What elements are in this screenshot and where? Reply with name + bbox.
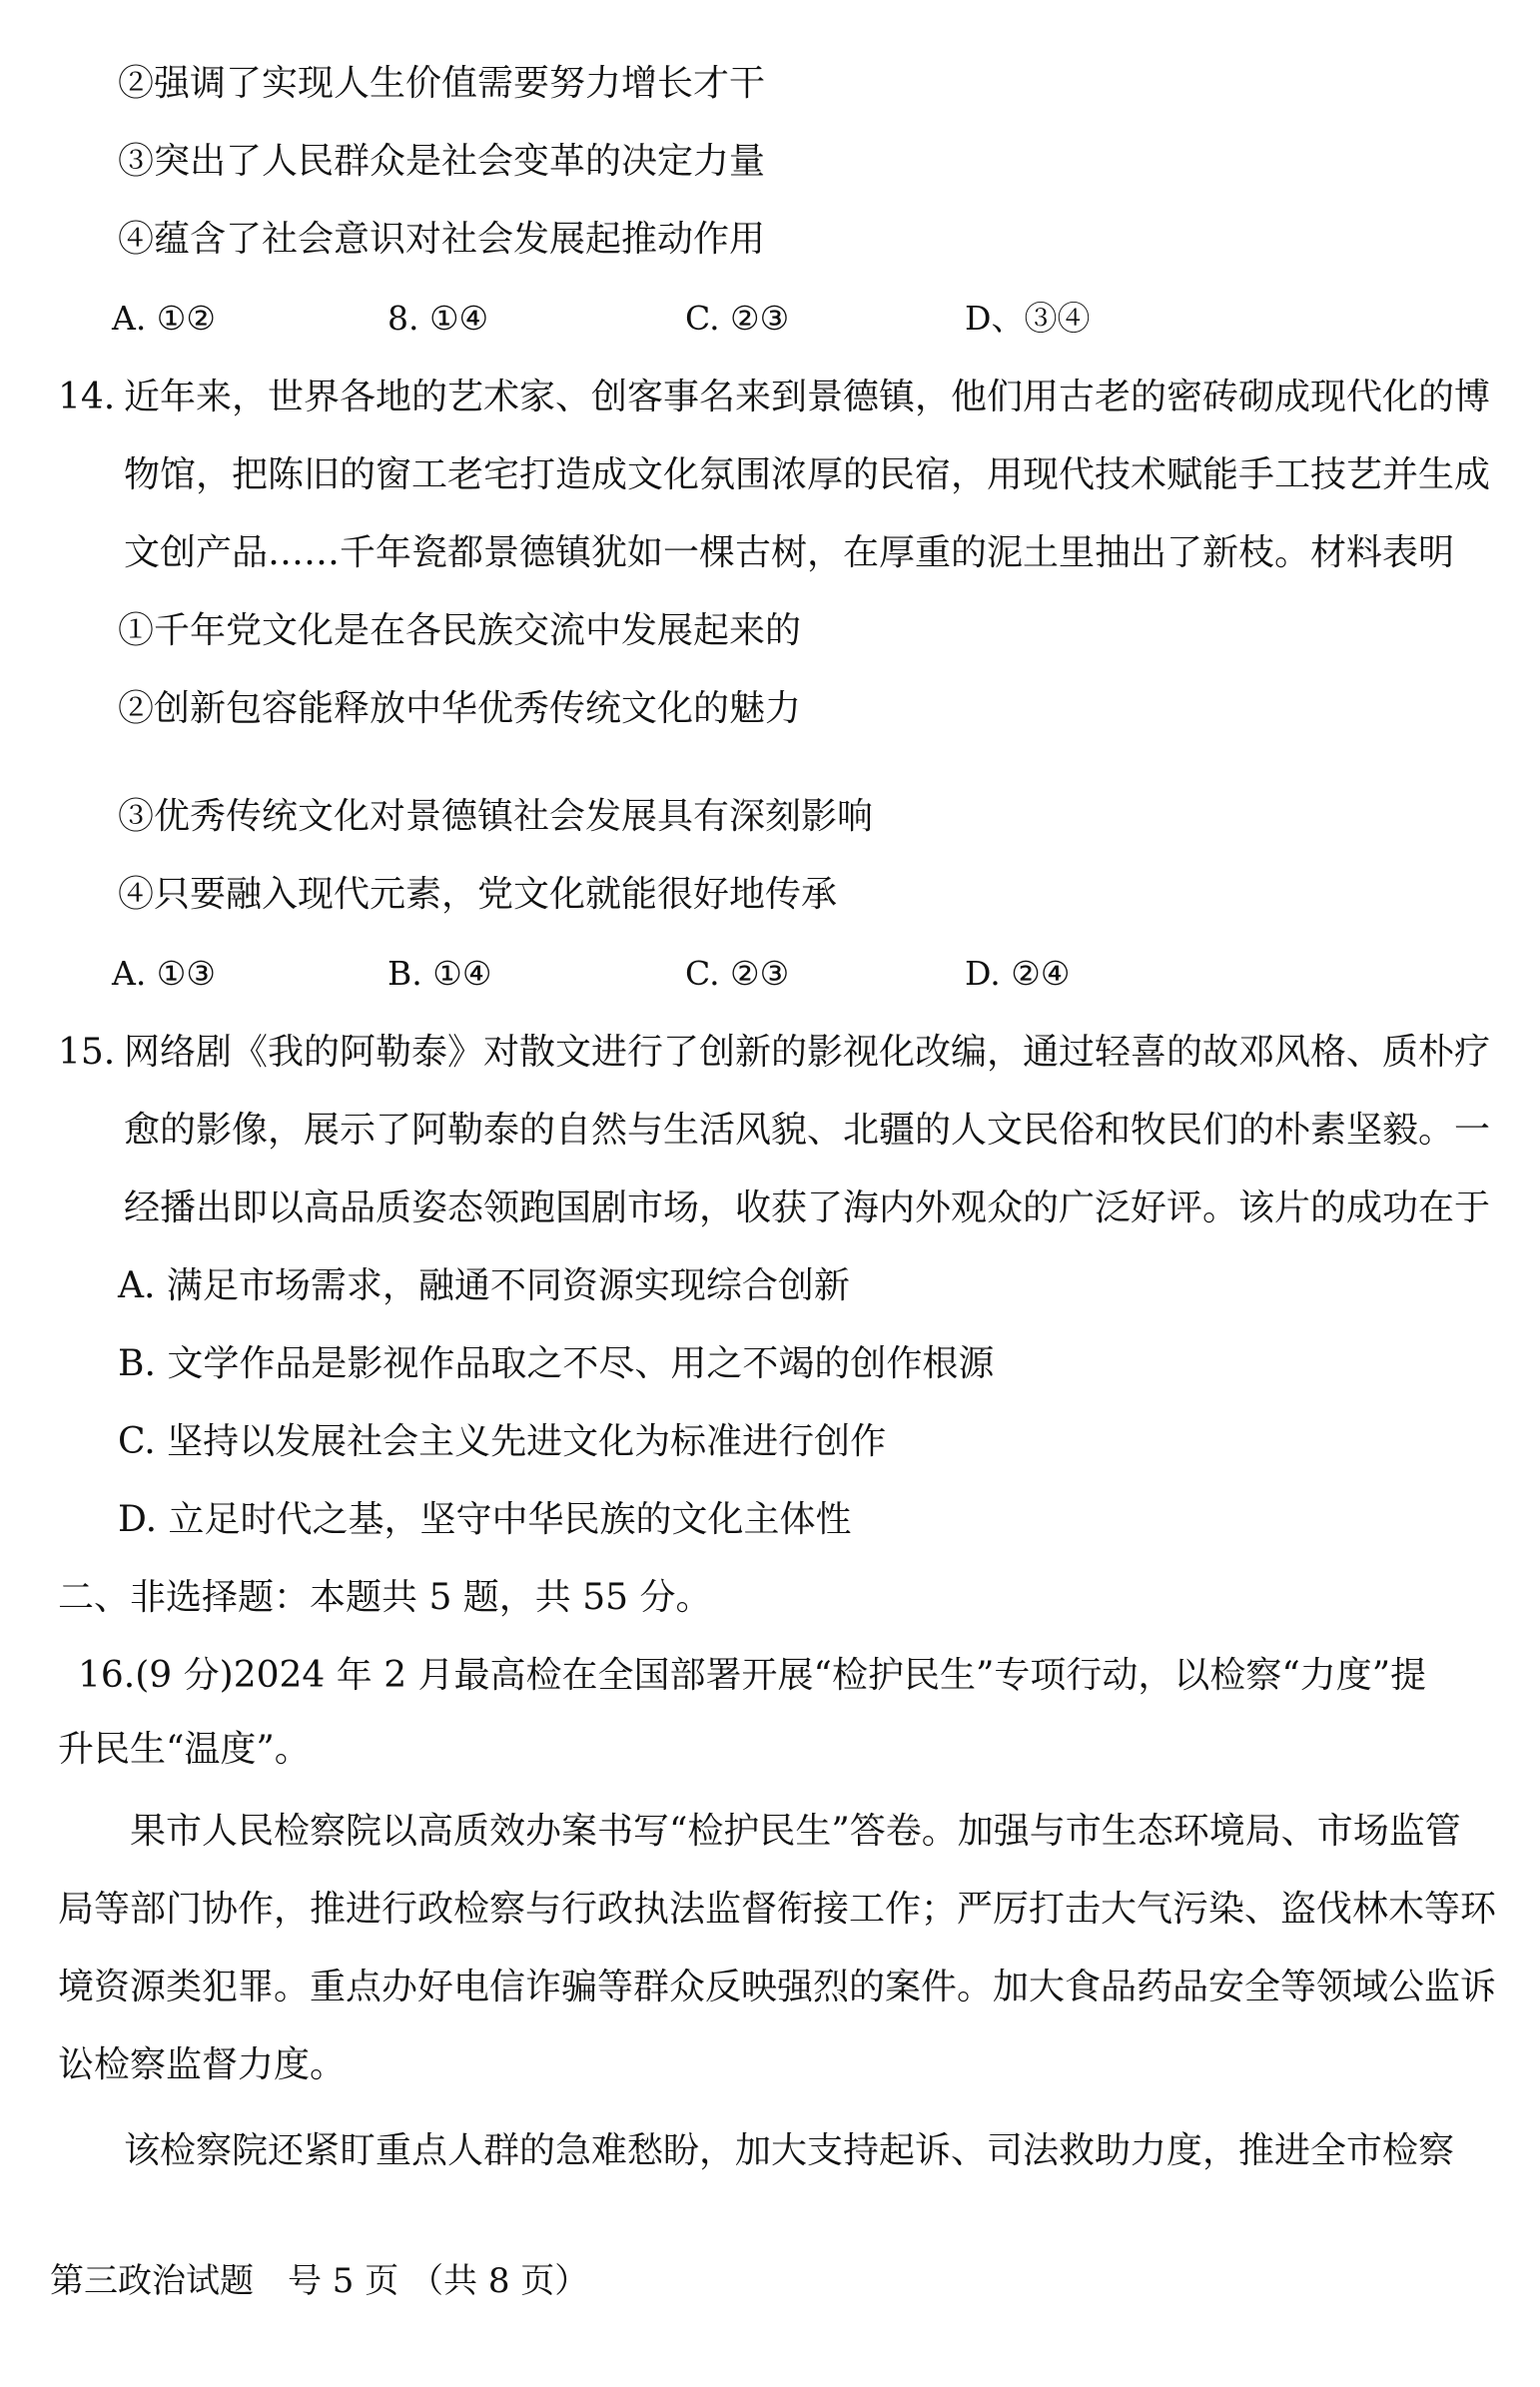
q13-option-d: D、③④ xyxy=(965,299,1091,338)
q13-option-c: C. ②③ xyxy=(685,299,790,338)
q14-stem-line-3: 文创产品……千年瓷都景德镇犹如一棵古树，在厚重的泥土里抽出了新枝。材料表明 xyxy=(124,532,1455,573)
q13-item-3: ③突出了人民群众是社会变革的决定力量 xyxy=(118,141,766,182)
q14-option-b: B. ①④ xyxy=(387,954,492,993)
q16-para1-line-4: 讼检察监督力度。 xyxy=(58,2044,347,2085)
q13-item-2: ②强调了实现人生价值需要努力增长才干 xyxy=(118,63,766,104)
q15-option-b: B. 文学作品是影视作品取之不尽、用之不竭的创作根源 xyxy=(118,1343,995,1384)
q16-para1-line-3: 境资源类犯罪。重点办好电信诈骗等群众反映强烈的案件。加大食品药品安全等领域公监诉 xyxy=(58,1967,1497,2007)
q14-stem-line-2: 物馆，把陈旧的窗工老宅打造成文化氛围浓厚的民宿，用现代技术赋能手工技艺并生成 xyxy=(124,454,1491,495)
q16-para2-line-1: 该检察院还紧盯重点人群的急难愁盼，加大支持起诉、司法救助力度，推进全市检察 xyxy=(124,2130,1455,2171)
q15-number: 15. xyxy=(58,1032,116,1073)
q14-option-c: C. ②③ xyxy=(685,954,790,993)
page-footer: 第三政治试题 号 5 页 （共 8 页） xyxy=(50,2261,589,2301)
q16-stem-line-1: 16.(9 分)2024 年 2 月最高检在全国部署开展“检护民生”专项行动，以检察“力度”提 xyxy=(78,1655,1427,1696)
q16-para1-line-2: 局等部门协作，推进行政检察与行政执法监督衔接工作；严厉打击大气污染、盗伐林木等环 xyxy=(58,1889,1497,1930)
q15-option-a: A. 满足市场需求，融通不同资源实现综合创新 xyxy=(118,1265,850,1306)
q14-option-a: A. ①③ xyxy=(112,954,216,993)
section2-heading: 二、非选择题：本题共 5 题，共 55 分。 xyxy=(58,1577,712,1618)
q15-stem-line-1: 网络剧《我的阿勒泰》对散文进行了创新的影视化改编，通过轻喜的故邓风格、质朴疗 xyxy=(124,1032,1491,1073)
q14-item-1: ①千年党文化是在各民族交流中发展起来的 xyxy=(118,610,802,651)
q14-item-3: ③优秀传统文化对景德镇社会发展具有深刻影响 xyxy=(118,796,874,837)
q14-stem-line-1: 近年来，世界各地的艺术家、创客事名来到景德镇，他们用古老的密砖砌成现代化的博 xyxy=(124,377,1491,417)
q13-item-4: ④蕴含了社会意识对社会发展起推动作用 xyxy=(118,219,766,260)
q13-option-b: 8. ①④ xyxy=(387,299,489,338)
q14-item-2: ②创新包容能释放中华优秀传统文化的魅力 xyxy=(118,688,802,729)
q13-option-a: A. ①② xyxy=(112,299,216,338)
q15-option-d: D. 立足时代之基，坚守中华民族的文化主体性 xyxy=(118,1499,852,1540)
q14-number: 14. xyxy=(58,377,116,417)
q15-option-c: C. 坚持以发展社会主义先进文化为标准进行创作 xyxy=(118,1421,887,1462)
q16-para1-line-1: 果市人民检察院以高质效办案书写“检护民生”答卷。加强与市生态环境局、市场监管 xyxy=(130,1811,1461,1852)
q15-stem-line-2: 愈的影像，展示了阿勒泰的自然与生活风貌、北疆的人文民俗和牧民们的朴素坚毅。一 xyxy=(124,1110,1491,1151)
q16-stem-line-2: 升民生“温度”。 xyxy=(58,1729,311,1770)
q14-item-4: ④只要融入现代元素，党文化就能很好地传承 xyxy=(118,874,838,915)
q14-option-d: D. ②④ xyxy=(965,954,1071,993)
q15-stem-line-3: 经播出即以高品质姿态领跑国剧市场，收获了海内外观众的广泛好评。该片的成功在于 xyxy=(124,1188,1491,1228)
